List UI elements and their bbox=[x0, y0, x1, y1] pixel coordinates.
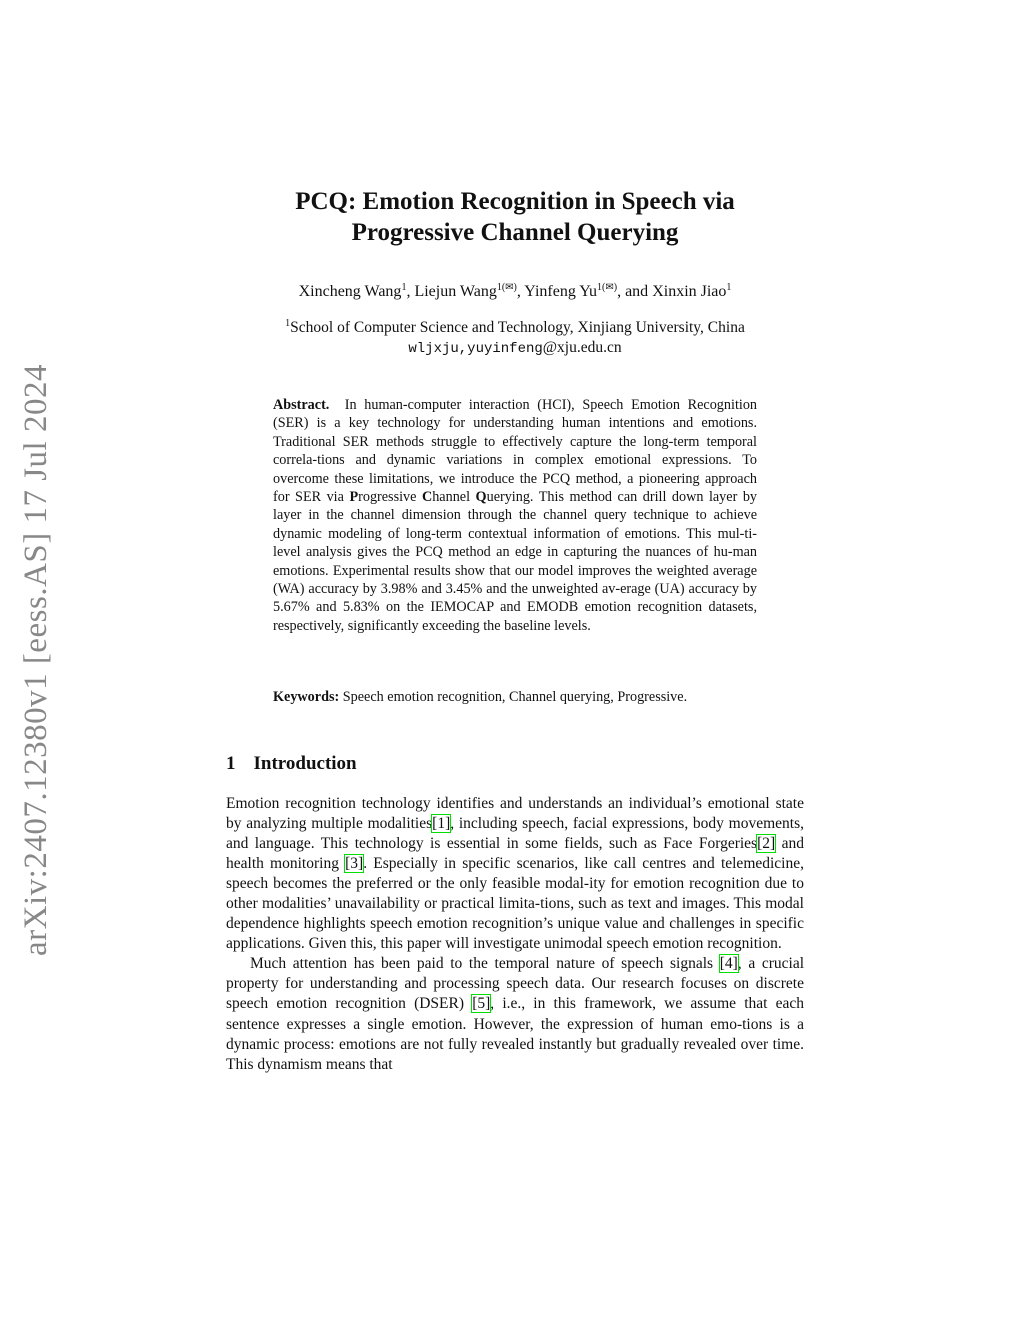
keywords bbox=[273, 688, 757, 706]
citation-link[interactable]: [5] bbox=[472, 995, 491, 1013]
author-affil-mark: 1(✉) bbox=[597, 282, 618, 293]
abstract-text-1: In human-computer interaction (HCI), Speech Emotion Recognition (SER) is a key technology for understanding human intentions and emotions. Traditional SER methods struggle to effectively capture the long-term temporal correla-tions and dynamic variations in complex emotional expressions. To overcome these limitations, we introduce the PCQ method, a pioneering approach for SER via bbox=[273, 397, 758, 506]
keywords-label: Keywords: bbox=[273, 689, 340, 705]
author-name: Xincheng Wang bbox=[298, 283, 402, 300]
title-line-2: Progressive Channel Querying bbox=[351, 219, 679, 246]
text-run: , including speech, facial expressions, body movements, and language. This technology is essential in some fields, such as Face Forgeries bbox=[226, 815, 804, 853]
intro-paragraph-2 bbox=[226, 954, 804, 1074]
abstract-text-2: uerying. This method can drill down layer by layer in the channel dimension through the channel query technique to achieve dynamic modeling of long-term contextual information of emotions. This mul-ti-level analysis gives the PCQ method an edge in capturing the nuances of hu-man emotions. Experimental results show that our model improves the weighted average (WA) accuracy by 3.98% and 3.45% and the unweighted av-erage (UA) accuracy by 5.67% and 5.83% on the IEMOCAP and EMODB emotion recognition datasets, respectively, significantly exceeding the baseline levels. bbox=[273, 489, 758, 634]
abstract-bold-c: C bbox=[421, 489, 433, 506]
author-affil-mark: 1 bbox=[726, 282, 732, 293]
keywords-text: Speech emotion recognition, Channel querying, Progressive. bbox=[342, 689, 688, 705]
citation-link[interactable]: [1] bbox=[432, 815, 451, 833]
affiliation bbox=[200, 318, 830, 359]
author-list: Xincheng Wang$^1$, Liejun Wang$^{1(✉)}$, Yinfeng $Yu^{1(✉)}$, and Xinxin Jiao$^1$ bbox=[298, 282, 732, 300]
author-name: Yinfeng Yu bbox=[524, 283, 598, 300]
abstract-bold-p: P bbox=[349, 489, 359, 506]
intro-paragraph-1 bbox=[226, 794, 804, 954]
text-run: , i.e., in this framework, we assume that each sentence expresses a single emotion. However, the expression of human emo-tions is a dynamic process: emotions are not fully revealed instantly but gradually revealed over time. This dynamism means that bbox=[226, 995, 804, 1073]
abstract-label: Abstract. bbox=[273, 397, 330, 413]
author-affil-mark: 1(✉) bbox=[496, 282, 517, 293]
email bbox=[200, 338, 830, 359]
paper-title bbox=[200, 186, 830, 248]
text-run: Much attention has been paid to the temporal nature of speech signals bbox=[250, 955, 720, 973]
citation-link[interactable]: [2] bbox=[757, 835, 776, 853]
affil-text: School of Computer Science and Technology, Xinjiang University, China bbox=[290, 319, 745, 336]
title-line-1: PCQ: Emotion Recognition in Speech via bbox=[295, 188, 735, 215]
citation-link[interactable]: [3] bbox=[345, 855, 364, 873]
text-run: , a crucial property for understanding and processing speech data. Our research focuses on discrete speech emotion recognition (DSER) bbox=[226, 955, 805, 1013]
section-number: 1 bbox=[226, 753, 236, 774]
affil-mark: 1 bbox=[285, 318, 291, 329]
abstract-text-p: rogressive bbox=[358, 489, 422, 506]
section-title: Introduction bbox=[253, 753, 357, 774]
email-user: wljxju,yuyinfeng bbox=[408, 341, 543, 357]
text-run: Emotion recognition technology identifies and understands an individual’s emotional state by analyzing multiple modalities bbox=[226, 795, 804, 833]
email-domain: @xju.edu.cn bbox=[542, 339, 622, 356]
author-name: Liejun Wang bbox=[414, 283, 497, 300]
arxiv-watermark-text: arXiv:2407.12380v1 [eess.AS] 17 Jul 2024 bbox=[18, 364, 54, 956]
introduction-body bbox=[226, 794, 804, 1075]
author-name: Xinxin Jiao bbox=[652, 283, 727, 300]
abstract-bold-q: Q bbox=[475, 489, 487, 506]
text-run: and health monitoring bbox=[226, 835, 804, 873]
text-run: . Especially in specific scenarios, like call centres and telemedicine, speech becomes the preferred or the only feasible modal-ity for emotion recognition due to other modalities’ unavailability or practical limita-tions, such as text and images. This modal dependence highlights speech emotion recognition’s unique value and challenges in specific applications. Given this, this paper will investigate unimodal speech emotion recognition. bbox=[226, 855, 804, 953]
abstract-text-c: hannel bbox=[432, 489, 476, 506]
author-affil-mark: 1 bbox=[401, 282, 407, 293]
citation-link[interactable]: [4] bbox=[719, 955, 738, 973]
arxiv-watermark bbox=[18, 360, 72, 960]
abstract bbox=[273, 396, 757, 635]
section-heading bbox=[226, 753, 357, 775]
